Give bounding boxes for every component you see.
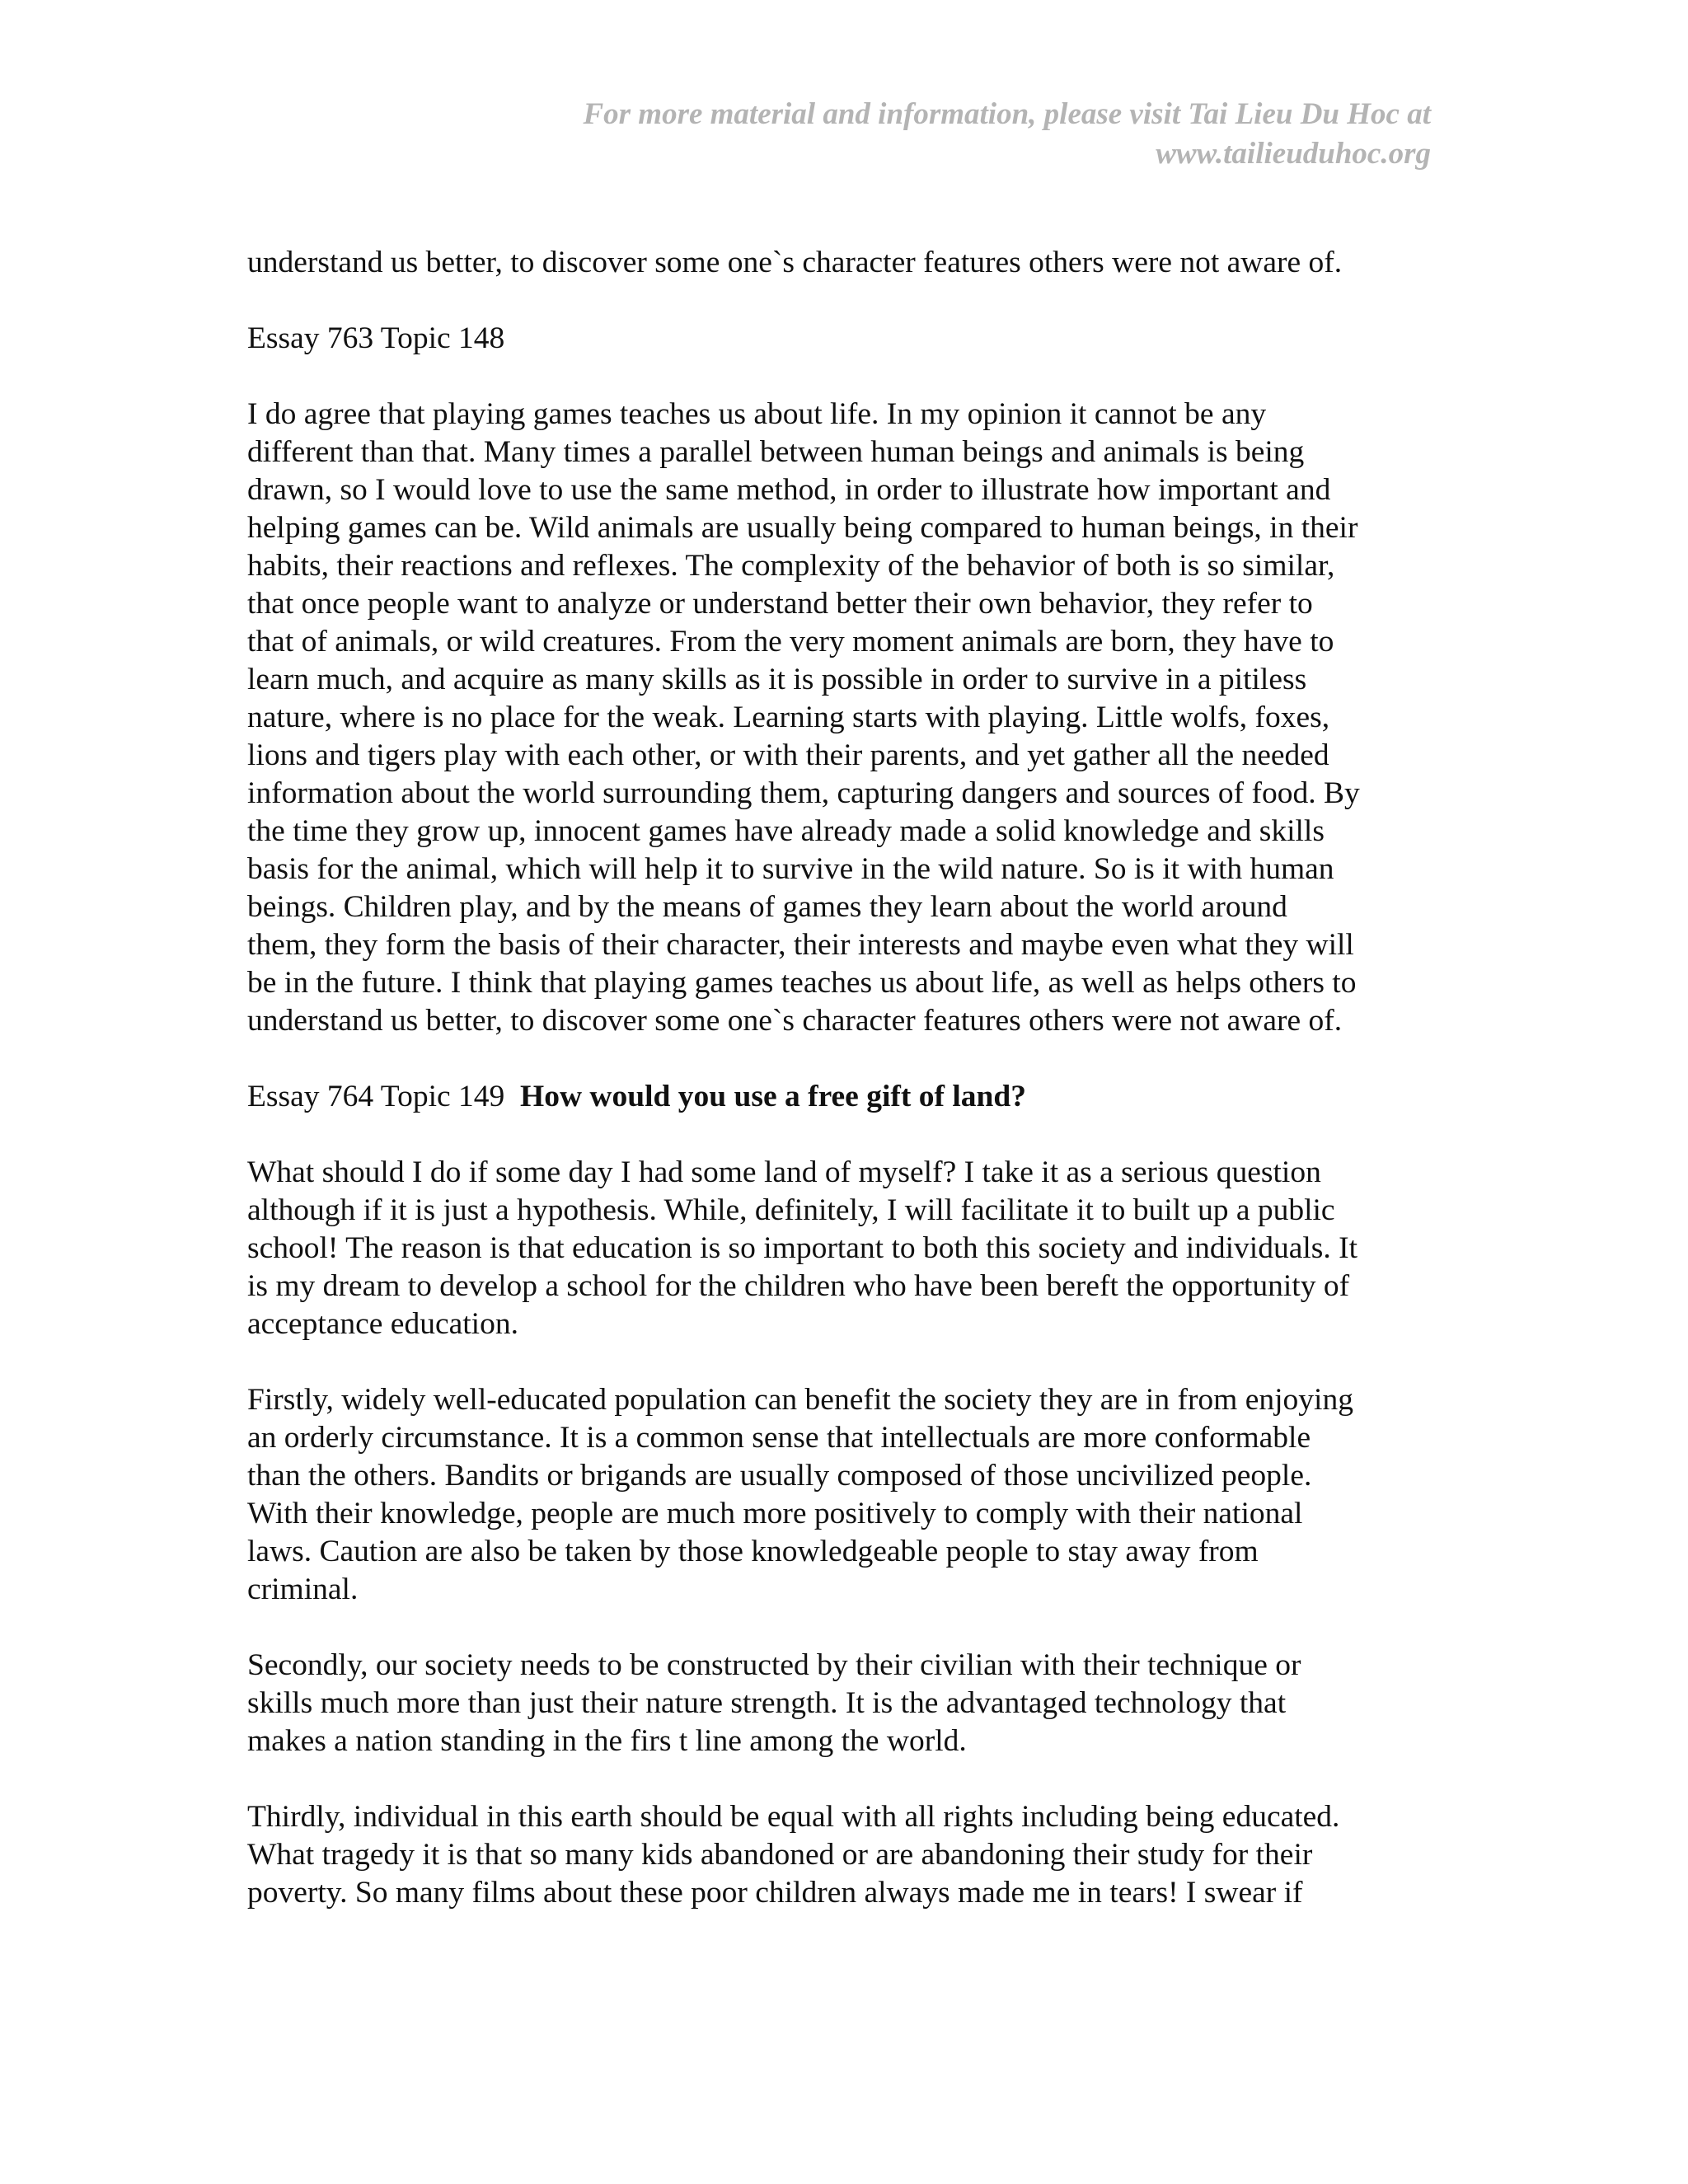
essay-764-heading-line [247, 1078, 1451, 1116]
text-line: learn much, and acquire as many skills as it is possible in order to survive in a pitiless [247, 663, 1307, 696]
text-line: is my dream to develop a school for the children who have been bereft the opportunity of [247, 1269, 1350, 1303]
carryover-line: understand us better, to discover some one`s character features others were not aware of. [247, 246, 1343, 279]
text-line: Secondly, our society needs to be constructed by their civilian with their technique or [247, 1648, 1301, 1682]
text-line: helping games can be. Wild animals are usually being compared to human beings, in their [247, 511, 1358, 545]
text-line: With their knowledge, people are much more positively to comply with their national [247, 1497, 1303, 1530]
document-body [247, 244, 1451, 1912]
text-line: laws. Caution are also be taken by those knowledgeable people to stay away from [247, 1535, 1259, 1568]
text-line: understand us better, to discover some one`s character features others were not aware of. [247, 1004, 1343, 1038]
text-line: an orderly circumstance. It is a common sense that intellectuals are more conformable [247, 1421, 1311, 1455]
text-line: What tragedy it is that so many kids abandoned or are abandoning their study for their [247, 1838, 1313, 1872]
page-header [277, 95, 1431, 174]
text-line: habits, their reactions and reflexes. The complexity of the behavior of both is so similar, [247, 549, 1335, 583]
header-line-1: For more material and information, please visit Tai Lieu Du Hoc at [583, 97, 1431, 131]
text-line: criminal. [247, 1572, 359, 1606]
text-line: makes a nation standing in the firs t line among the world. [247, 1724, 967, 1758]
essay-764-heading: Essay 764 Topic 149 [247, 1080, 505, 1113]
essay-763-heading: Essay 763 Topic 148 [247, 321, 505, 355]
text-line: I do agree that playing games teaches us about life. In my opinion it cannot be any [247, 397, 1267, 431]
essay-763-paragraph [247, 396, 1451, 1040]
text-line: lions and tigers play with each other, or with their parents, and yet gather all the needed [247, 738, 1329, 772]
essay-764-paragraph-4 [247, 1798, 1451, 1912]
text-line: them, they form the basis of their character, their interests and maybe even what they will [247, 928, 1354, 962]
text-line: Firstly, widely well-educated population can benefit the society they are in from enjoying [247, 1383, 1353, 1417]
header-link[interactable]: www.tailieuduhoc.org [1156, 137, 1431, 171]
text-line: different than that. Many times a parallel between human beings and animals is being [247, 435, 1305, 469]
text-line: school! The reason is that education is so important to both this society and individuals. It [247, 1231, 1358, 1265]
text-line: the time they grow up, innocent games have already made a solid knowledge and skills [247, 814, 1325, 848]
text-line: than the others. Bandits or brigands are usually composed of those uncivilized people. [247, 1459, 1312, 1493]
text-line: beings. Children play, and by the means of games they learn about the world around [247, 890, 1287, 924]
text-line: information about the world surrounding them, capturing dangers and sources of food. By [247, 776, 1360, 810]
essay-764-paragraph-3 [247, 1647, 1451, 1760]
essay-764-question: How would you use a free gift of land? [520, 1080, 1026, 1113]
essay-764-paragraph-1 [247, 1154, 1451, 1343]
text-line: that of animals, or wild creatures. From the very moment animals are born, they have to [247, 625, 1334, 658]
essay-764-paragraph-2 [247, 1381, 1451, 1609]
text-line: Thirdly, individual in this earth should be equal with all rights including being educated. [247, 1800, 1340, 1834]
text-line: acceptance education. [247, 1307, 518, 1341]
text-line: poverty. So many films about these poor children always made me in tears! I swear if [247, 1876, 1303, 1910]
text-line: nature, where is no place for the weak. Learning starts with playing. Little wolfs, foxes, [247, 701, 1330, 734]
text-line: What should I do if some day I had some land of myself? I take it as a serious question [247, 1155, 1321, 1189]
text-line: basis for the animal, which will help it to survive in the wild nature. So is it with human [247, 852, 1334, 886]
text-line: although if it is just a hypothesis. While, definitely, I will facilitate it to built up a public [247, 1193, 1335, 1227]
text-line: that once people want to analyze or understand better their own behavior, they refer to [247, 587, 1313, 621]
text-line: be in the future. I think that playing games teaches us about life, as well as helps others to [247, 966, 1357, 1000]
text-line: skills much more than just their nature strength. It is the advantaged technology that [247, 1686, 1287, 1720]
text-line: drawn, so I would love to use the same method, in order to illustrate how important and [247, 473, 1331, 507]
